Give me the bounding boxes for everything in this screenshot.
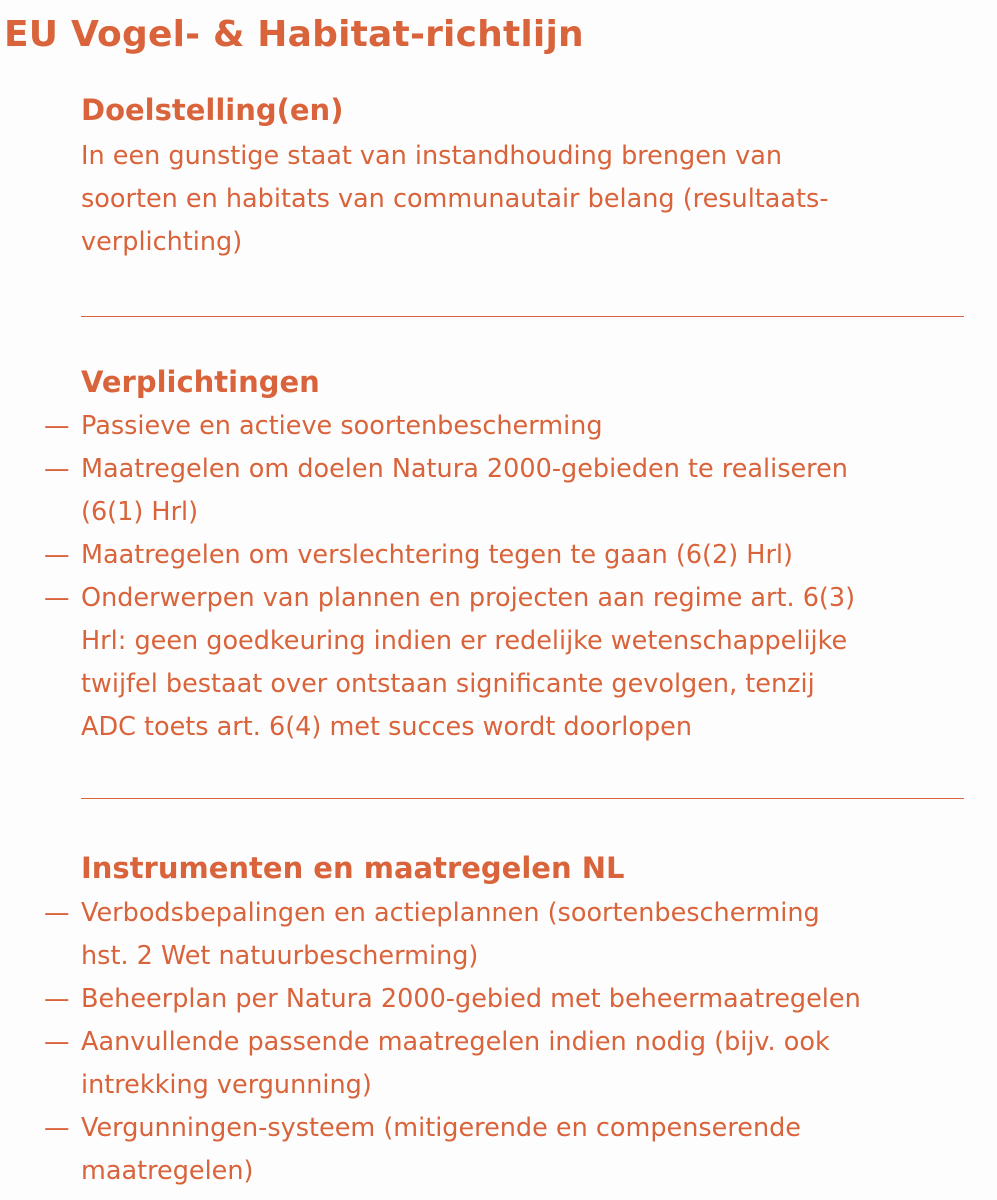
- list-item-line: Verbodsbepalingen en actieplannen (soortenbescherming: [81, 898, 820, 928]
- instrumenten-list: [0, 892, 997, 1193]
- list-item-line: Onderwerpen van plannen en projecten aan regime art. 6(3): [81, 583, 856, 613]
- dash-bullet: —: [44, 984, 70, 1014]
- list-item-line: Beheerplan per Natura 2000-gebied met beheermaatregelen: [81, 984, 861, 1014]
- list-item-line: intrekking vergunning): [81, 1070, 372, 1100]
- section-divider: [81, 316, 964, 317]
- list-item-line: Maatregelen om verslechtering tegen te gaan (6(2) Hrl): [81, 540, 793, 570]
- dash-bullet: —: [44, 540, 70, 570]
- section-heading-doelstelling: Doelstelling(en): [81, 93, 344, 127]
- list-item: [0, 892, 961, 978]
- list-item-line: hst. 2 Wet natuurbescherming): [81, 941, 479, 971]
- section-heading-verplichtingen: Verplichtingen: [81, 365, 320, 399]
- list-item: [0, 405, 961, 448]
- list-item: [0, 448, 961, 534]
- page-title: EU Vogel- & Habitat-richtlijn: [4, 14, 584, 55]
- list-item-line: Maatregelen om doelen Natura 2000-gebieden te realiseren: [81, 454, 848, 484]
- list-item-line: Passieve en actieve soortenbescherming: [81, 411, 603, 441]
- section-heading-instrumenten: Instrumenten en maatregelen NL: [81, 851, 625, 885]
- dash-bullet: —: [44, 454, 70, 484]
- doelstelling-line: soorten en habitats van communautair belang (resultaats-: [81, 184, 829, 214]
- list-item-line: maatregelen): [81, 1156, 254, 1186]
- doelstelling-line: In een gunstige staat van instandhouding brengen van: [81, 141, 783, 171]
- section-divider: [81, 798, 964, 799]
- verplichtingen-list: [0, 405, 997, 749]
- list-item: [0, 534, 961, 577]
- list-item-line: ADC toets art. 6(4) met succes wordt doorlopen: [81, 712, 693, 742]
- dash-bullet: —: [44, 583, 70, 613]
- list-item-line: Aanvullende passende maatregelen indien nodig (bijv. ook: [81, 1027, 830, 1057]
- list-item: [0, 978, 961, 1021]
- list-item-line: (6(1) Hrl): [81, 497, 199, 527]
- doelstelling-line: verplichting): [81, 227, 243, 257]
- dash-bullet: —: [44, 1113, 70, 1143]
- list-item-line: Vergunningen-systeem (mitigerende en compenserende: [81, 1113, 801, 1143]
- list-item: [0, 1107, 961, 1193]
- dash-bullet: —: [44, 1027, 70, 1057]
- list-item-line: Hrl: geen goedkeuring indien er redelijke wetenschappelijke: [81, 626, 848, 656]
- list-item: [0, 1021, 961, 1107]
- doelstelling-text: [81, 135, 961, 264]
- list-item: [0, 577, 961, 749]
- dash-bullet: —: [44, 411, 70, 441]
- list-item-line: twijfel bestaat over ontstaan significante gevolgen, tenzij: [81, 669, 815, 699]
- dash-bullet: —: [44, 898, 70, 928]
